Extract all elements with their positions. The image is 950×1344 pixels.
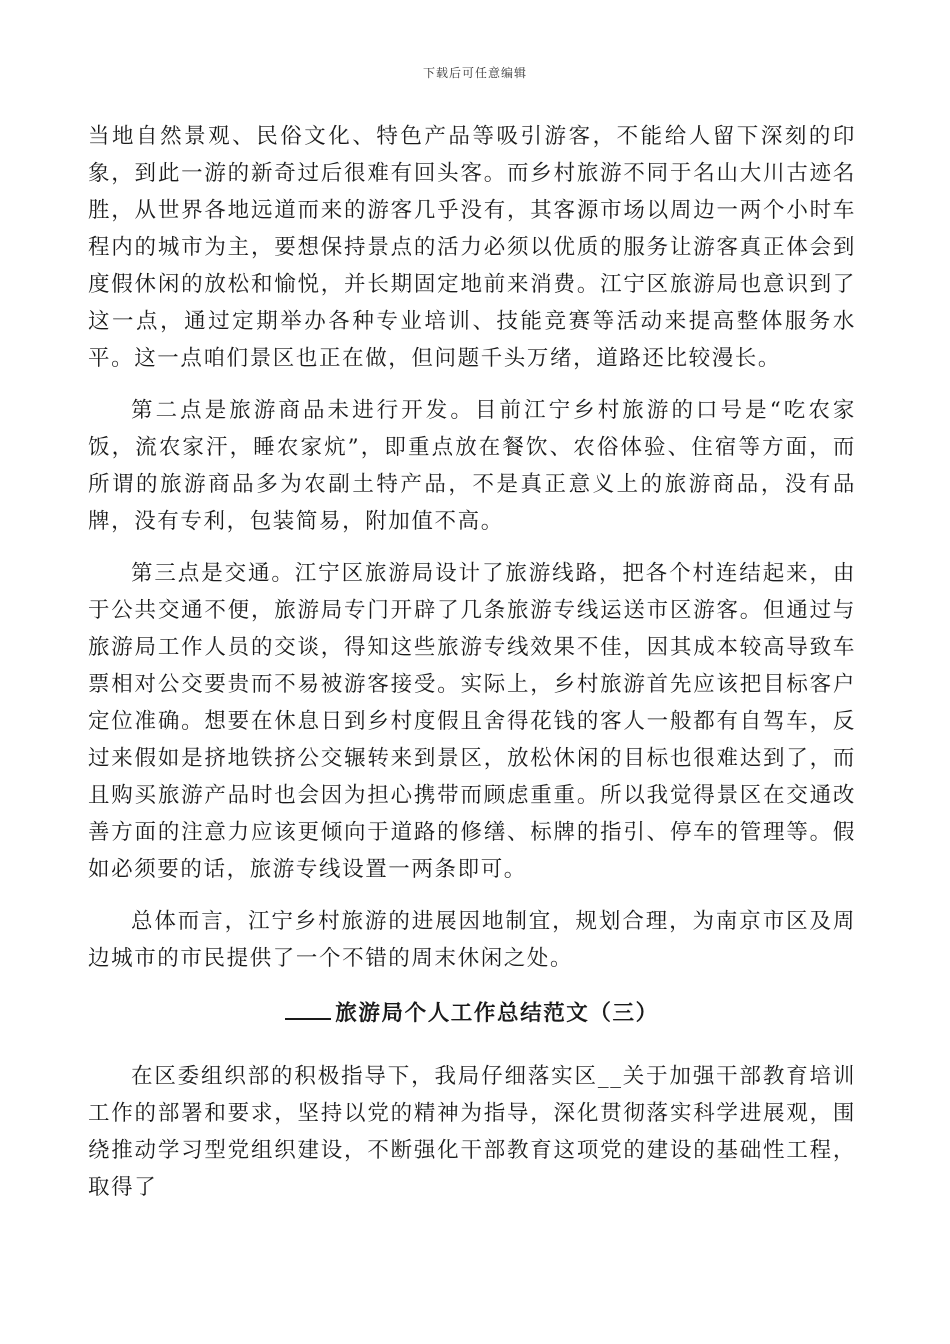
paragraph-tourism-goods: 第二点是旅游商品未进行开发。目前江宁乡村旅游的口号是“吃农家饭，流农家汗，睡农家炕”，即重点放在餐饮、农俗体验、住宿等方面，而所谓的旅游商品多为农副土特产品，不是真正意义上的旅游商品，没有品牌，没有专利，包装简易，附加值不高。 [88, 398, 856, 534]
paragraph-summary: 总体而言，江宁乡村旅游的进展因地制宜，规划合理，为南京市区及周边城市的市民提供了一个不错的周末休闲之处。 [88, 909, 856, 971]
page-header-note: 下载后可任意编辑 [422, 66, 527, 80]
title-blank-line [285, 1000, 331, 1020]
section-title-text: 旅游局个人工作总结范文（三） [335, 1001, 659, 1026]
paragraph-section-intro: 在区委组织部的积极指导下，我局仔细落实区__关于加强干部教育培训工作的部署和要求，坚持以党的精神为指导，深化贯彻落实科学进展观，围绕推动学习型党组织建设，不断强化干部教育这项党的建设的基础性工程，取得了 [88, 1064, 856, 1200]
paragraph-continued: 当地自然景观、民俗文化、特色产品等吸引游客，不能给人留下深刻的印象，到此一游的新奇过后很难有回头客。而乡村旅游不同于名山大川古迹名胜，从世界各地远道而来的游客几乎没有，其客源市场以周边一两个小时车程内的城市为主，要想保持景点的活力必须以优质的服务让游客真正体会到度假休闲的放松和愉悦，并长期固定地前来消费。江宁区旅游局也意识到了这一点，通过定期举办各种专业培训、技能竞赛等活动来提高整体服务水平。这一点咱们景区也正在做，但问题千头万绪，道路还比较漫长。 [88, 124, 856, 371]
document-body [88, 118, 856, 1221]
section-heading [88, 995, 856, 1032]
paragraph-transportation: 第三点是交通。江宁区旅游局设计了旅游线路，把各个村连结起来，由于公共交通不便，旅游局专门开辟了几条旅游专线运送市区游客。但通过与旅游局工作人员的交谈，得知这些旅游专线效果不佳，因其成本较高导致车票相对公交要贵而不易被游客接受。实际上，乡村旅游首先应该把目标客户定位准确。想要在休息日到乡村度假且舍得花钱的客人一般都有自驾车，反过来假如是挤地铁挤公交辗转来到景区，放松休闲的目标也很难达到了，而且购买旅游产品时也会因为担心携带而顾虑重重。所以我觉得景区在交通改善方面的注意力应该更倾向于道路的修缮、标牌的指引、停车的管理等。假如必须要的话，旅游专线设置一两条即可。 [88, 561, 856, 882]
